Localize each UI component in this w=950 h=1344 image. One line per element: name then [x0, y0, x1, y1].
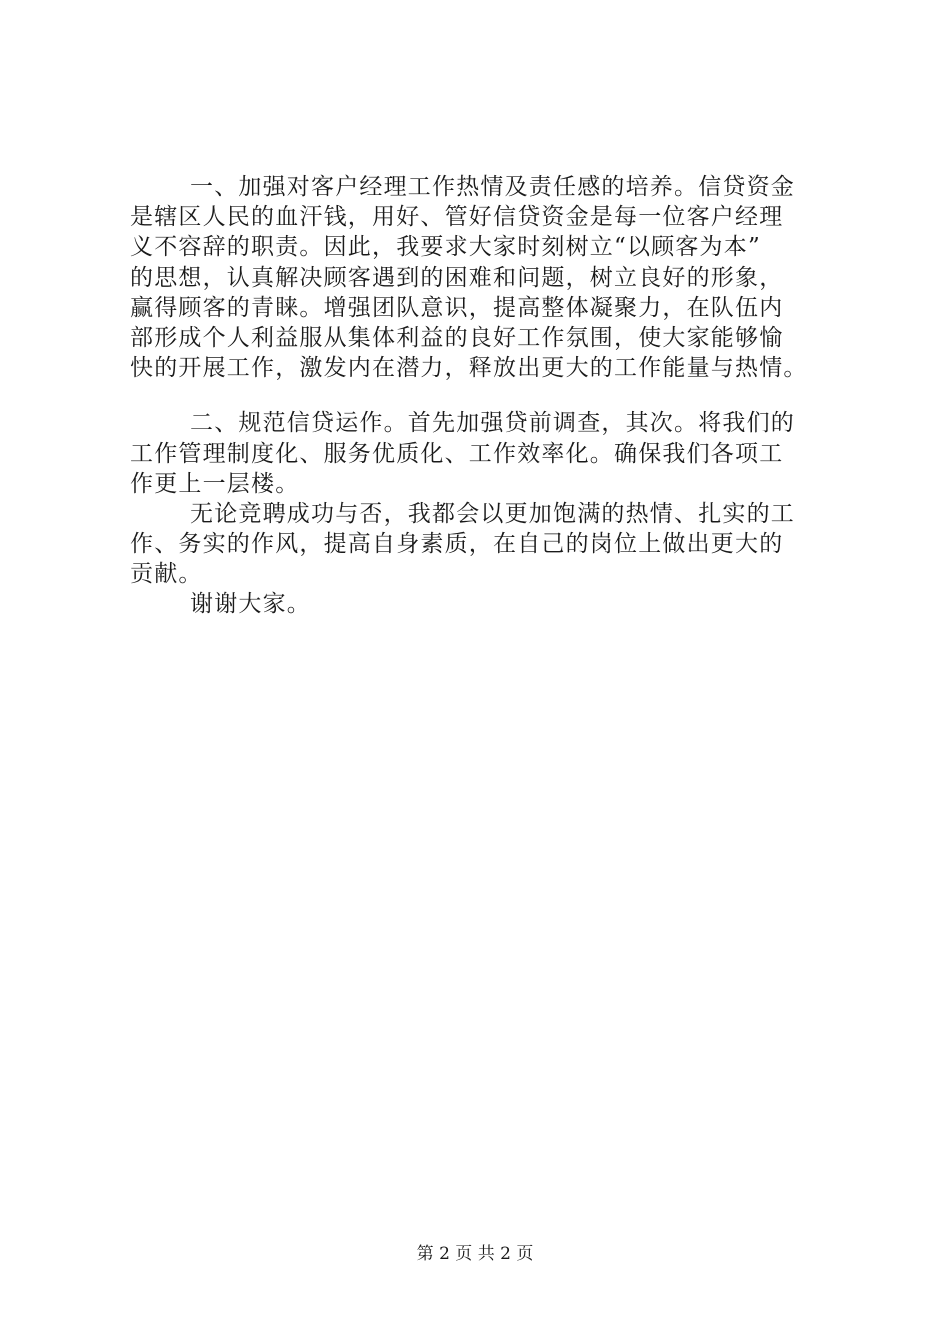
text-line: 赢得顾客的青睐。增强团队意识，提高整体凝聚力，在队伍内: [130, 294, 784, 321]
text-line: 二、规范信贷运作。首先加强贷前调查，其次。将我们的: [190, 410, 795, 437]
text-line: 是辖区人民的血汗钱，用好、管好信贷资金是每一位客户经理: [130, 204, 784, 231]
page-number-footer: 第 2 页 共 2 页: [416, 1244, 534, 1264]
text-line: 贡献。: [130, 561, 203, 588]
text-line: 无论竞聘成功与否，我都会以更加饱满的热情、扎实的工: [190, 500, 795, 527]
text-line: 义不容辞的职责。因此，我要求大家时刻树立“以顾客为本”: [130, 234, 761, 261]
paragraph-credit-operations: [130, 408, 850, 499]
text-line: 快的开展工作，激发内在潜力，释放出更大的工作能量与热情。: [130, 355, 808, 382]
text-line: 一、加强对客户经理工作热情及责任感的培养。信贷资金: [190, 174, 795, 200]
text-line: 谢谢大家。: [190, 591, 311, 618]
paragraph-thanks: [130, 589, 850, 619]
text-line: 工作管理制度化、服务优质化、工作效率化。确保我们各项工: [130, 440, 784, 467]
text-line: 的思想，认真解决顾客遇到的困难和问题，树立良好的形象，: [130, 264, 784, 291]
document-body: [130, 172, 850, 620]
text-line: 作、务实的作风，提高自身素质，在自己的岗位上做出更大的: [130, 531, 784, 558]
paragraph-spacer: [130, 383, 850, 408]
paragraph-customer-manager: [130, 172, 850, 383]
text-line: 作更上一层楼。: [130, 470, 300, 497]
text-line: 部形成个人利益服从集体利益的良好工作氛围，使大家能够愉: [130, 324, 784, 351]
paragraph-commitment: [130, 499, 850, 590]
